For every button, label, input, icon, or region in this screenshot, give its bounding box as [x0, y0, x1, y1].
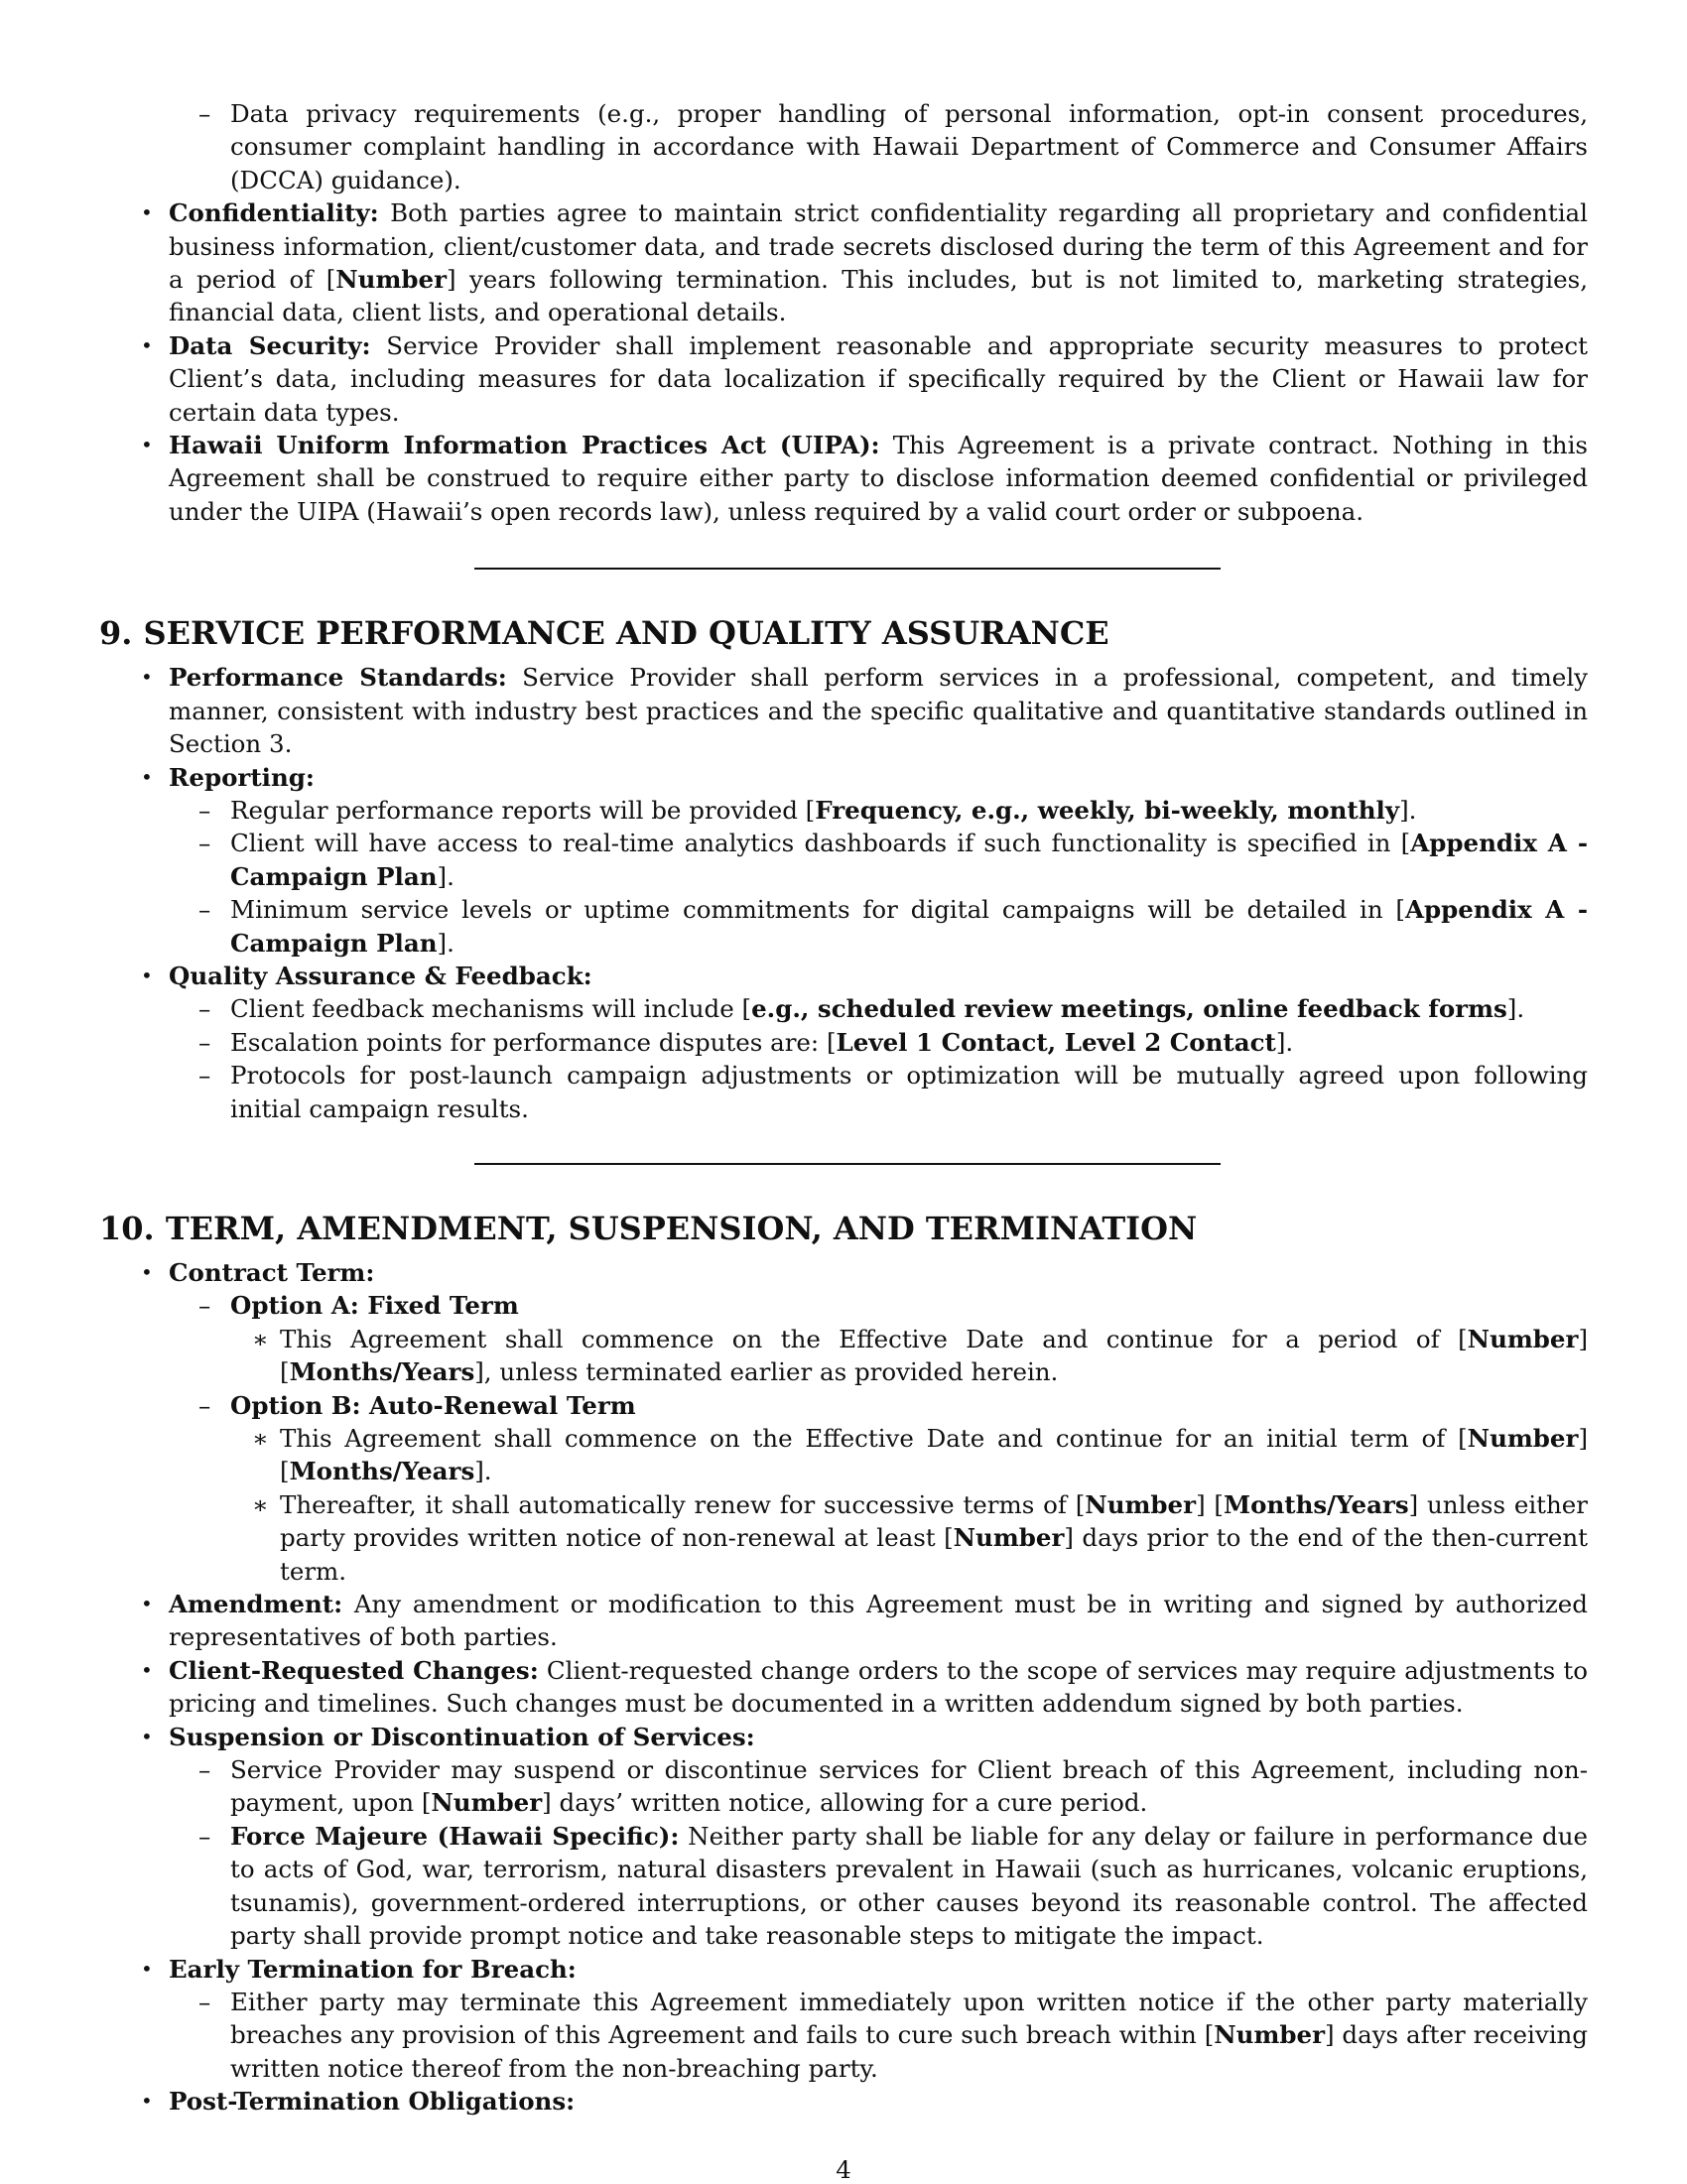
qa-placeholder: e.g., scheduled review meetings, online feedback forms [751, 994, 1507, 1024]
option-b-text: ]. [474, 1457, 492, 1486]
suspension-text: Service Provider may suspend or discontinue services for Client breach of this Agreement, including non-payment, upon [ [230, 1755, 1588, 1818]
bullet-marker: • [141, 1657, 153, 1682]
option-b-text: Thereafter, it shall automatically renew for successive terms of [ [280, 1489, 1086, 1519]
asterisk-marker: ∗ [252, 1489, 269, 1519]
qa-text: ]. [1275, 1027, 1294, 1057]
dash-marker: – [198, 994, 211, 1024]
list-item [141, 761, 1588, 794]
reporting-text: Client will have access to real-time analytics dashboards if such functionality is specified in [ [230, 829, 1411, 858]
list-item [141, 1256, 1588, 1289]
option-b-placeholder: Months/Years [289, 1457, 475, 1486]
sub-list-item [198, 1289, 1588, 1322]
privacy-text: Data privacy requirements (e.g., proper handling of personal information, opt-in consent procedures, consumer complaint handling in accordance with Hawaii Department of Commerce and Consumer Affairs (DCCA) guidance). [230, 99, 1588, 194]
option-b-text: This Agreement shall commence on the Effective Date and continue for an initial term of [ [280, 1424, 1468, 1453]
reporting-text: Regular performance reports will be provided [ [230, 795, 816, 825]
early-termination-label: Early Termination for Breach: [169, 1954, 577, 1984]
asterisk-marker: ∗ [252, 1424, 269, 1453]
bullet-marker: • [141, 1259, 153, 1284]
bullet-marker: • [141, 433, 153, 457]
client-changes-text: Client-requested change orders to the scope of services may require adjustments to pricing and timelines. Such changes must be documented in a written addendum signed by both parties. [169, 1655, 1588, 1719]
dash-marker: – [198, 1821, 211, 1851]
sub-list-item [198, 1389, 1588, 1422]
performance-text: Service Provider shall perform services in a professional, competent, and timely manner, consistent with industry best practices and the specific qualitative and quantitative standards outlined in Section 3. [169, 663, 1588, 759]
amendment-text: Any amendment or modification to this Agreement must be in writing and signed by authorized representatives of both parties. [169, 1590, 1588, 1652]
sub-list-item [198, 1986, 1588, 2085]
list-item [141, 661, 1588, 760]
reporting-text: ]. [1399, 795, 1417, 825]
suspension-label: Suspension or Discontinuation of Services: [169, 1722, 755, 1751]
bullet-marker: • [141, 200, 153, 225]
sub-sub-list-item [252, 1323, 1588, 1389]
list-item [141, 196, 1588, 329]
early-termination-text: ] days after receiving written notice thereof from the non-breaching party. [230, 2020, 1588, 2083]
bullet-marker: • [141, 1956, 153, 1981]
option-b-text: ] [ [1196, 1489, 1224, 1519]
option-a-text: ] [ [280, 1324, 1588, 1387]
dash-marker: – [198, 1027, 211, 1057]
sub-list-item [198, 827, 1589, 893]
bullet-marker: • [141, 332, 153, 357]
page-number: 4 [836, 2155, 851, 2184]
confidentiality-text-b: ] years following termination. This includes, but is not limited to, marketing strategies, financial data, client lists, and operational details. [169, 265, 1588, 327]
dash-marker: – [198, 1987, 211, 2016]
bullet-marker: • [141, 2089, 153, 2114]
option-b-label: Option B: Auto-Renewal Term [230, 1390, 636, 1420]
sub-list-item [198, 1820, 1588, 1953]
option-a-text: This Agreement shall commence on the Effective Date and continue for a period of [ [280, 1324, 1468, 1353]
list-item [141, 429, 1588, 528]
bullet-marker: • [141, 963, 153, 987]
option-b-placeholder: Months/Years [1223, 1489, 1409, 1519]
sub-list-item [198, 794, 1588, 827]
suspension-text: ] days’ written notice, allowing for a cure period. [542, 1788, 1148, 1818]
page-content [99, 97, 1588, 2119]
qa-text: ]. [1506, 994, 1525, 1024]
suspension-placeholder: Number [431, 1788, 543, 1818]
bullet-marker: • [141, 1724, 153, 1748]
asterisk-marker: ∗ [252, 1324, 269, 1353]
bullet-marker: • [141, 1592, 153, 1616]
performance-label: Performance Standards: [169, 663, 507, 693]
uipa-label: Hawaii Uniform Information Practices Act (UIPA): [169, 431, 880, 460]
force-majeure-label: Force Majeure (Hawaii Specific): [230, 1821, 680, 1851]
qa-text: Escalation points for performance disputes are: [ [230, 1027, 837, 1057]
bullet-marker: • [141, 764, 153, 789]
confidentiality-placeholder: Number [335, 265, 448, 295]
section-10-title: 10. TERM, AMENDMENT, SUSPENSION, AND TERMINATION [99, 1209, 1198, 1247]
option-b-text: ] unless either party provides written notice of non-renewal at least [ [280, 1489, 1589, 1553]
qa-label: Quality Assurance & Feedback: [169, 961, 592, 990]
amendment-label: Amendment: [169, 1590, 343, 1619]
early-termination-text: Either party may terminate this Agreement immediately upon written notice if the other party materially breaches any provision of this Agreement and fails to cure such breach within [ [230, 1987, 1588, 2050]
sub-sub-list-item [252, 1422, 1588, 1488]
option-b-placeholder: Number [1467, 1424, 1579, 1453]
option-b-placeholder: Number [953, 1523, 1065, 1553]
contract-term-label: Contract Term: [169, 1257, 375, 1287]
dash-marker: – [198, 1755, 211, 1785]
list-item [141, 1588, 1588, 1654]
list-item [141, 1953, 1588, 1986]
list-item [141, 960, 1588, 992]
dash-marker: – [198, 1061, 211, 1091]
list-item [141, 1721, 1588, 1753]
client-changes-label: Client-Requested Changes: [169, 1655, 539, 1685]
reporting-text: ]. [437, 928, 454, 958]
dash-marker: – [198, 795, 211, 825]
list-item [141, 1654, 1588, 1721]
option-a-placeholder: Months/Years [289, 1357, 475, 1387]
option-a-label: Option A: Fixed Term [230, 1291, 519, 1321]
bullet-marker: • [141, 665, 153, 690]
list-item [141, 329, 1589, 429]
sub-list-item [198, 1753, 1588, 1820]
reporting-text: ]. [437, 861, 454, 891]
data-security-text: Service Provider shall implement reasonable and appropriate security measures to protect Client’s data, including measures for data localization if specifically required by the Client or Hawaii law for certain data types. [169, 330, 1589, 427]
sub-sub-list-item [252, 1488, 1589, 1588]
force-majeure-text: Neither party shall be liable for any delay or failure in performance due to acts of God, war, terrorism, natural disasters prevalent in Hawaii (such as hurricanes, volcanic eruptions, tsunamis), government-ordered interruptions, or other causes beyond its reasonable control. The affected party shall provide prompt notice and take reasonable steps to mitigate the impact. [230, 1821, 1588, 1951]
sub-list-item [198, 992, 1588, 1025]
confidentiality-text-a: Both parties agree to maintain strict confidentiality regarding all proprietary and confidential business information, client/customer data, and trade secrets disclosed during the term of this Agreement and for a period of [ [169, 198, 1588, 295]
option-b-text: ] [ [280, 1424, 1588, 1486]
section-9-title: 9. SERVICE PERFORMANCE AND QUALITY ASSURANCE [99, 614, 1109, 653]
dash-marker: – [198, 99, 211, 128]
uipa-text: This Agreement is a private contract. Nothing in this Agreement shall be construed to require either party to disclose information deemed confidential or privileged under the UIPA (Hawaii’s open records law), unless required by a valid court order or subpoena. [169, 431, 1588, 526]
post-termination-label: Post-Termination Obligations: [169, 2087, 576, 2117]
qa-text: Client feedback mechanisms will include [ [230, 994, 752, 1024]
dash-marker: – [198, 1390, 211, 1420]
sub-list-item [198, 893, 1588, 960]
reporting-placeholder: Appendix A - Campaign Plan [230, 829, 1589, 891]
confidentiality-label: Confidentiality: [169, 198, 379, 228]
dash-marker: – [198, 895, 211, 925]
option-b-placeholder: Number [1085, 1489, 1197, 1519]
reporting-label: Reporting: [169, 762, 315, 792]
option-a-placeholder: Number [1467, 1324, 1579, 1353]
option-b-text: ] days prior to the end of the then-current term. [280, 1523, 1588, 1586]
dash-marker: – [198, 829, 211, 858]
list-item [198, 97, 1588, 196]
qa-text: Protocols for post-launch campaign adjustments or optimization will be mutually agreed upon following initial campaign results. [230, 1061, 1588, 1123]
sub-list-item [198, 1026, 1588, 1059]
early-termination-placeholder: Number [1214, 2020, 1326, 2050]
sub-list-item [198, 1059, 1588, 1125]
data-security-label: Data Security: [169, 330, 371, 360]
list-item [141, 2085, 1588, 2118]
reporting-placeholder: Frequency, e.g., weekly, bi-weekly, monthly [815, 795, 1400, 825]
option-a-text: ], unless terminated earlier as provided herein. [474, 1357, 1059, 1387]
dash-marker: – [198, 1291, 211, 1321]
reporting-placeholder: Appendix A - Campaign Plan [230, 895, 1588, 958]
qa-placeholder: Level 1 Contact, Level 2 Contact [836, 1027, 1276, 1057]
reporting-text: Minimum service levels or uptime commitments for digital campaigns will be detailed in [ [230, 895, 1405, 925]
